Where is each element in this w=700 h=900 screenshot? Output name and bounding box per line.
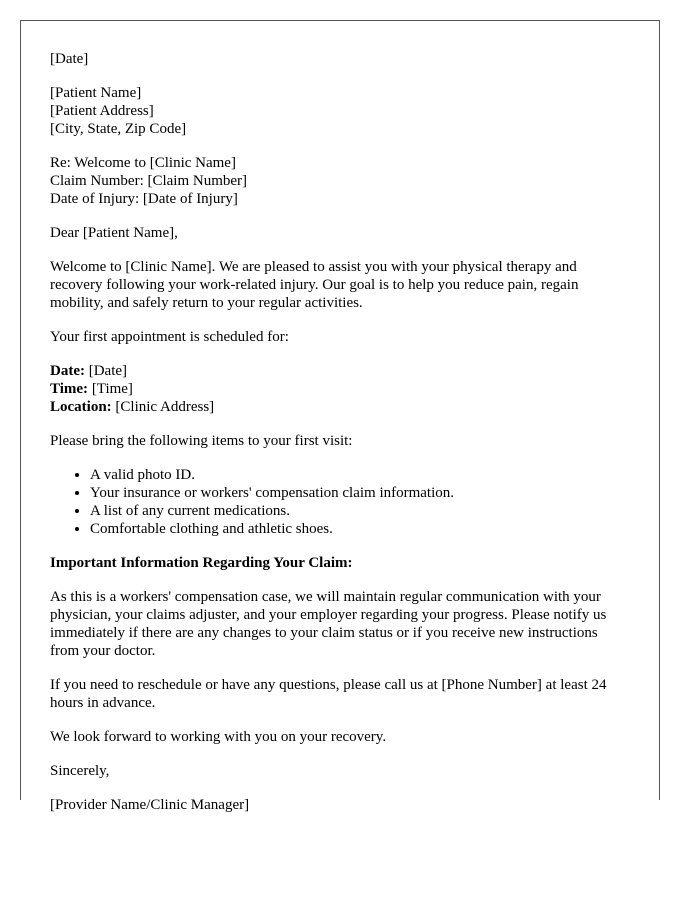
signature: [Provider Name/Clinic Manager] [50,797,250,813]
appointment-location-label: Location: [50,399,112,415]
recipient-address: [Patient Address] [50,103,154,119]
reference-block [50,154,630,208]
bring-intro: Please bring the following items to your first visit: [50,433,353,449]
appointment-time [50,380,630,398]
intro-paragraph: Welcome to [Clinic Name]. We are pleased to assist you with your physical therapy and recovery following your work-related injury. Our goal is to help you reduce pain, regain mobility, and safely return to your regular activities. [50,259,579,311]
reference-claim-number: Claim Number: [Claim Number] [50,173,248,189]
appointment-location [50,398,630,416]
recipient-name: [Patient Name] [50,85,142,101]
closing-line: We look forward to working with you on your recovery. [50,729,387,745]
list-item: • A valid photo ID. [90,466,630,484]
claim-paragraph: As this is a workers' compensation case, we will maintain regular communication with your physician, your claims adjuster, and your employer regarding your progress. Please notify us immediately if there are any changes to your claim status or if you receive new instructions from your doctor. [50,589,607,659]
bring-items-list [50,466,630,538]
list-item: • Comfortable clothing and athletic shoes. [90,520,630,538]
letter-date: [Date] [50,51,89,67]
letter-body [50,50,630,830]
recipient-city-state-zip: [City, State, Zip Code] [50,121,187,137]
recipient-address-block [50,84,630,138]
list-item: • A list of any current medications. [90,502,630,520]
appointment-location-value: [Clinic Address] [111,399,215,415]
appointment-details [50,362,630,416]
appointment-date-value: [Date] [84,363,128,379]
appointment-date [50,362,630,380]
list-item: • Your insurance or workers' compensation claim information. [90,484,630,502]
salutation: Dear [Patient Name], [50,225,178,241]
signoff: Sincerely, [50,763,110,779]
reference-date-of-injury: Date of Injury: [Date of Injury] [50,191,238,207]
claim-heading: Important Information Regarding Your Claim: [50,555,353,571]
reschedule-paragraph: If you need to reschedule or have any questions, please call us at [Phone Number] at least 24 hours in advance. [50,677,607,711]
letter-page [20,20,660,813]
appointment-date-label: Date: [50,363,85,379]
appointment-time-label: Time: [50,381,89,397]
reference-subject: Re: Welcome to [Clinic Name] [50,155,236,171]
claim-heading-paragraph [50,554,630,572]
appointment-intro: Your first appointment is scheduled for: [50,329,289,345]
appointment-time-value: [Time] [88,381,133,397]
